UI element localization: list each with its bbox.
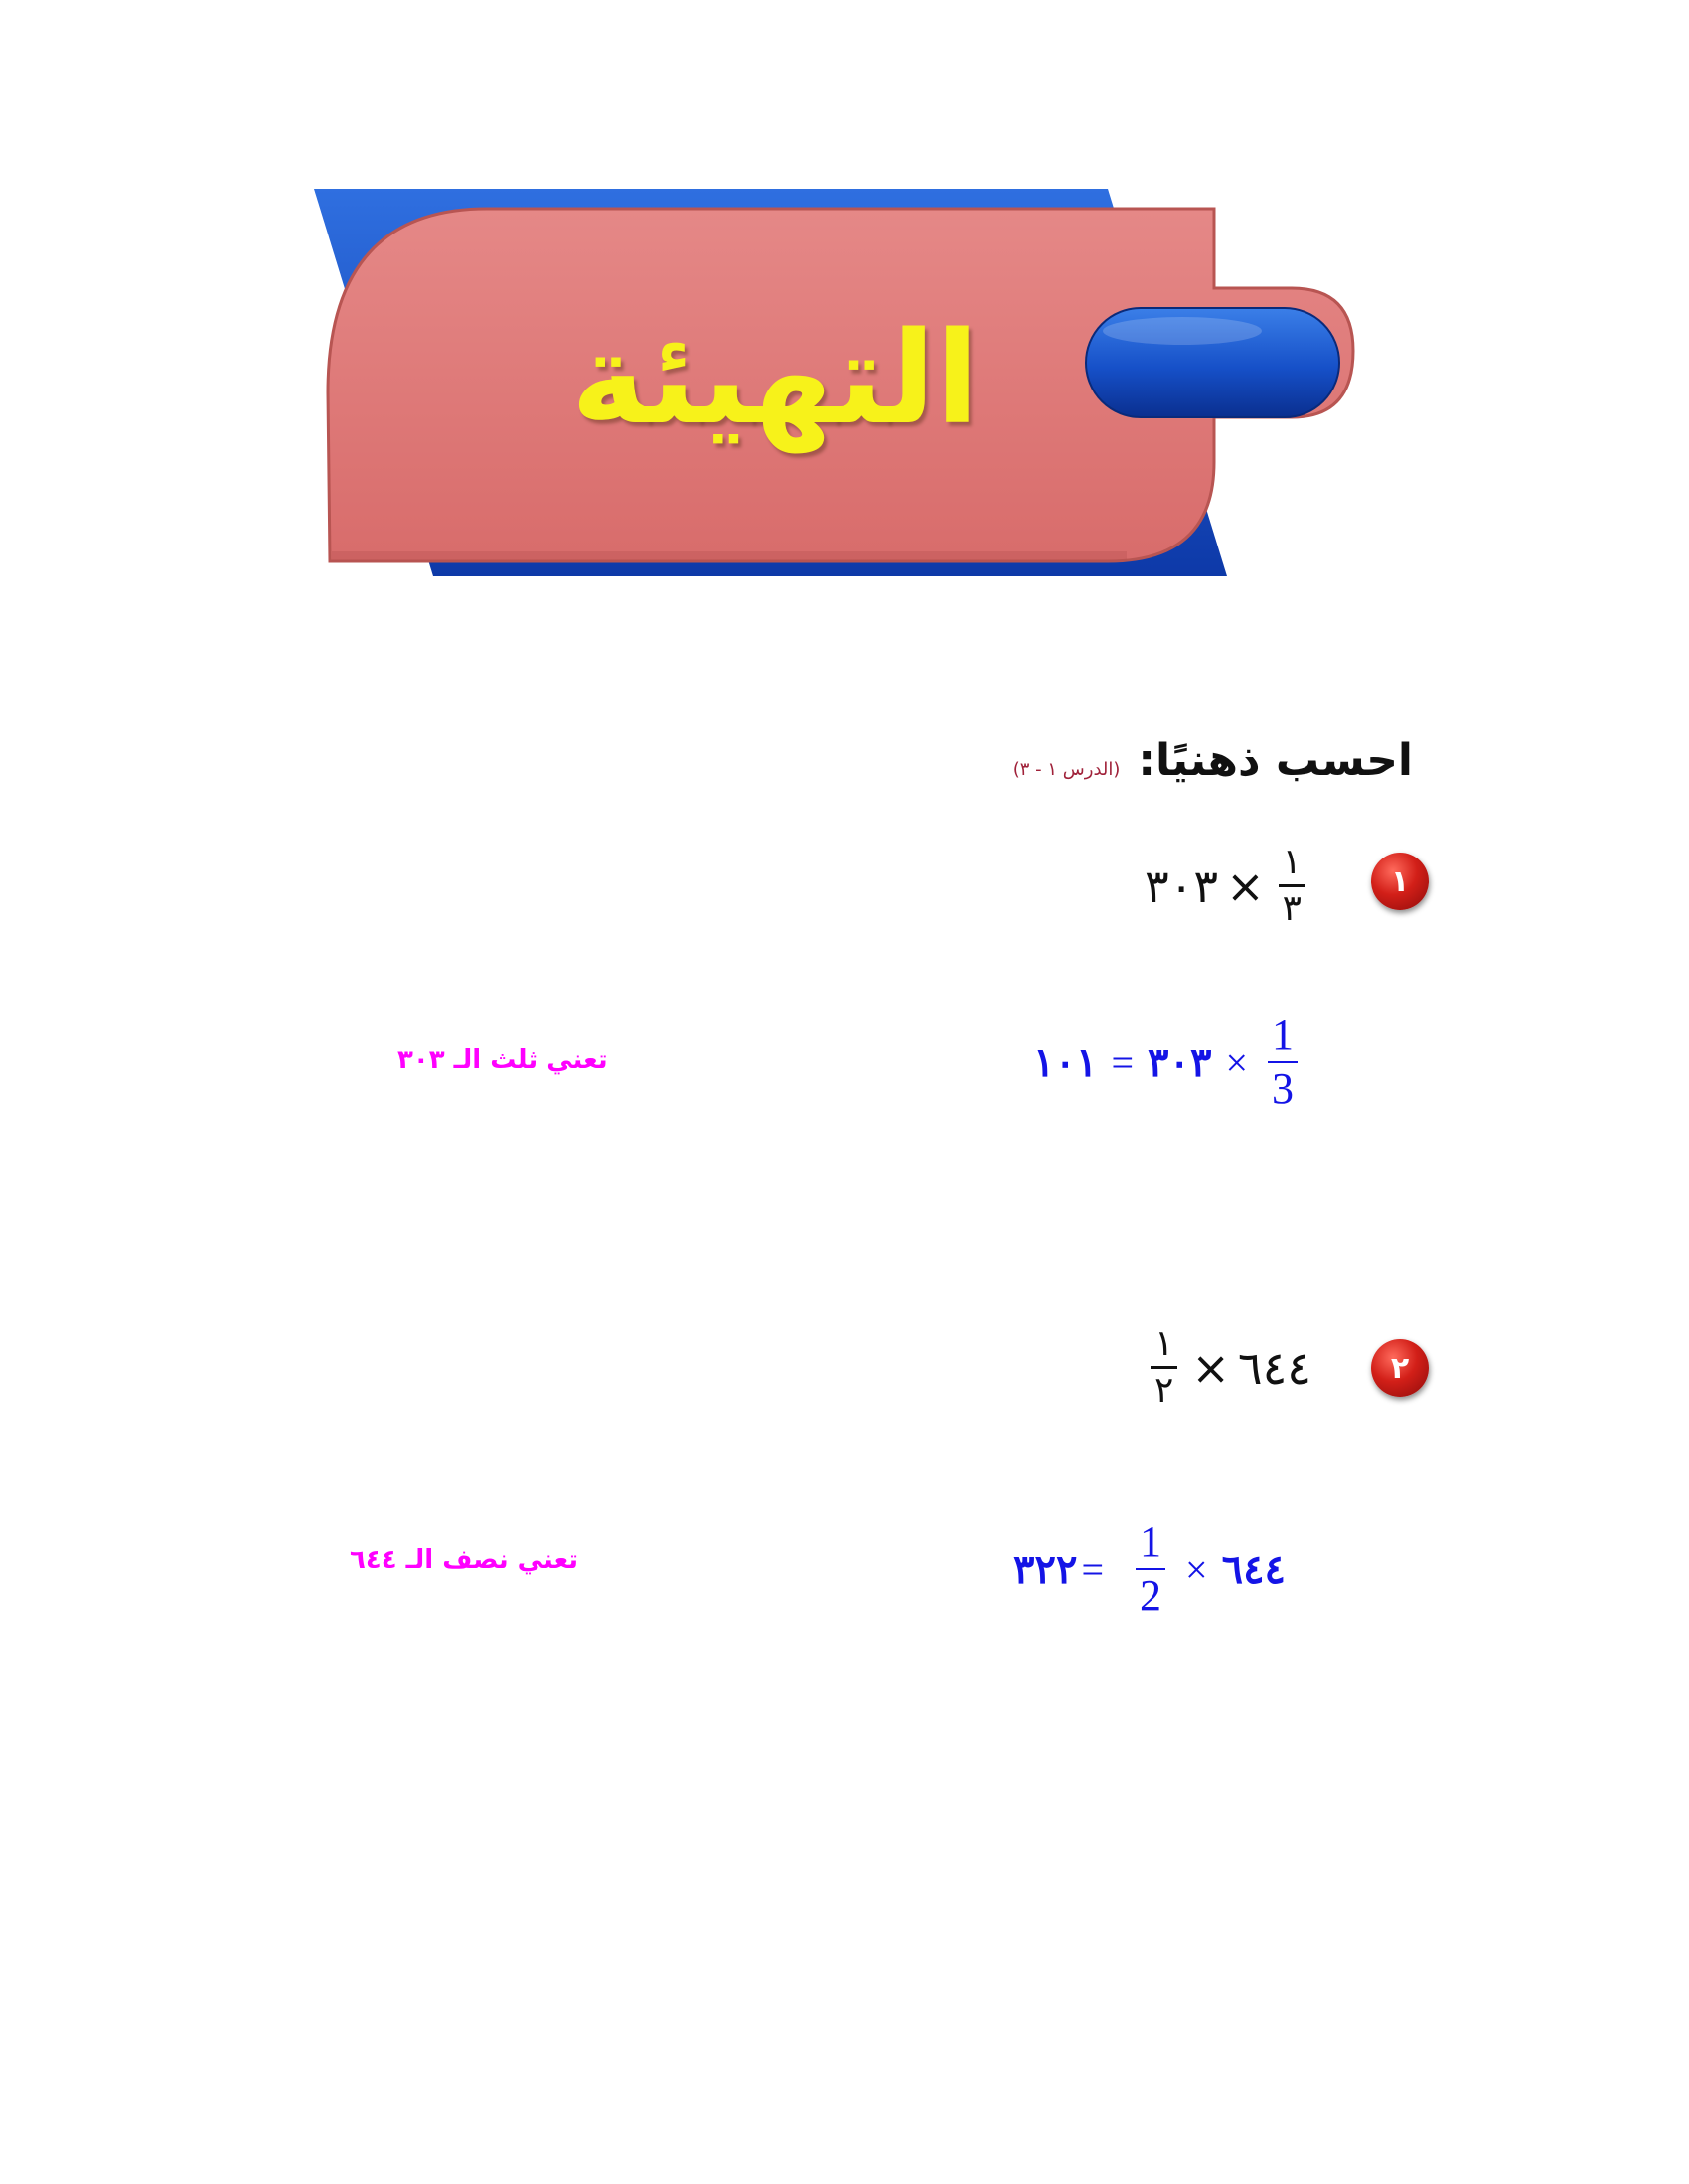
fraction-bar	[1136, 1568, 1165, 1570]
fraction-denominator: 2	[1140, 1571, 1162, 1620]
equals-sign: =	[1111, 1039, 1135, 1085]
number-badge-icon: ٢	[1371, 1339, 1429, 1397]
problem-2-expression	[1145, 1326, 1311, 1409]
problem-1-answer	[1033, 1011, 1304, 1113]
answer-1-whole: ٣٠٣	[1148, 1039, 1212, 1085]
heading-main: احسب ذهنيًا:	[1138, 735, 1413, 786]
problem-2-whole: ٦٤٤	[1237, 1340, 1311, 1395]
problem-2-note: تعني نصف الـ ٦٤٤	[350, 1545, 579, 1575]
fraction-numerator: ١	[1153, 1324, 1174, 1364]
fraction-bar	[1268, 1061, 1298, 1063]
problem-2-answer	[1013, 1517, 1287, 1620]
answer-1-fraction	[1268, 1011, 1298, 1113]
answer-2-whole: ٦٤٤	[1221, 1546, 1287, 1592]
fraction-numerator: 1	[1272, 1011, 1295, 1059]
answer-1-result: ١٠١	[1033, 1039, 1098, 1085]
fraction-denominator: ٣	[1282, 888, 1302, 929]
equals-sign: =	[1081, 1546, 1105, 1592]
fraction-bar	[1279, 884, 1305, 887]
problem-1-fraction	[1279, 842, 1305, 929]
exercise-heading	[1013, 735, 1413, 786]
banner-title: التهيئة	[570, 304, 980, 453]
number-badge-icon: ١	[1371, 853, 1429, 910]
fraction-bar	[1151, 1366, 1177, 1369]
times-sign: ×	[1185, 1546, 1208, 1592]
answer-2-result: ٣٢٢	[1013, 1546, 1078, 1592]
times-sign: ×	[1225, 1039, 1249, 1085]
problem-2-fraction	[1151, 1326, 1177, 1409]
problem-1-note: تعني ثلث الـ ٣٠٣	[397, 1045, 608, 1075]
fraction-numerator: 1	[1140, 1517, 1162, 1566]
problem-1-expression	[1144, 842, 1311, 929]
section-banner	[308, 184, 1371, 591]
fraction-denominator: ٢	[1153, 1370, 1174, 1411]
fraction-denominator: 3	[1272, 1064, 1295, 1113]
answer-2-fraction	[1136, 1517, 1165, 1620]
problem-1-whole: ٣٠٣	[1144, 858, 1219, 913]
times-sign: ×	[1226, 858, 1265, 913]
lesson-reference: (الدرس ١ - ٣)	[1012, 759, 1121, 780]
times-sign: ×	[1191, 1340, 1230, 1395]
fraction-numerator: ١	[1282, 842, 1302, 882]
